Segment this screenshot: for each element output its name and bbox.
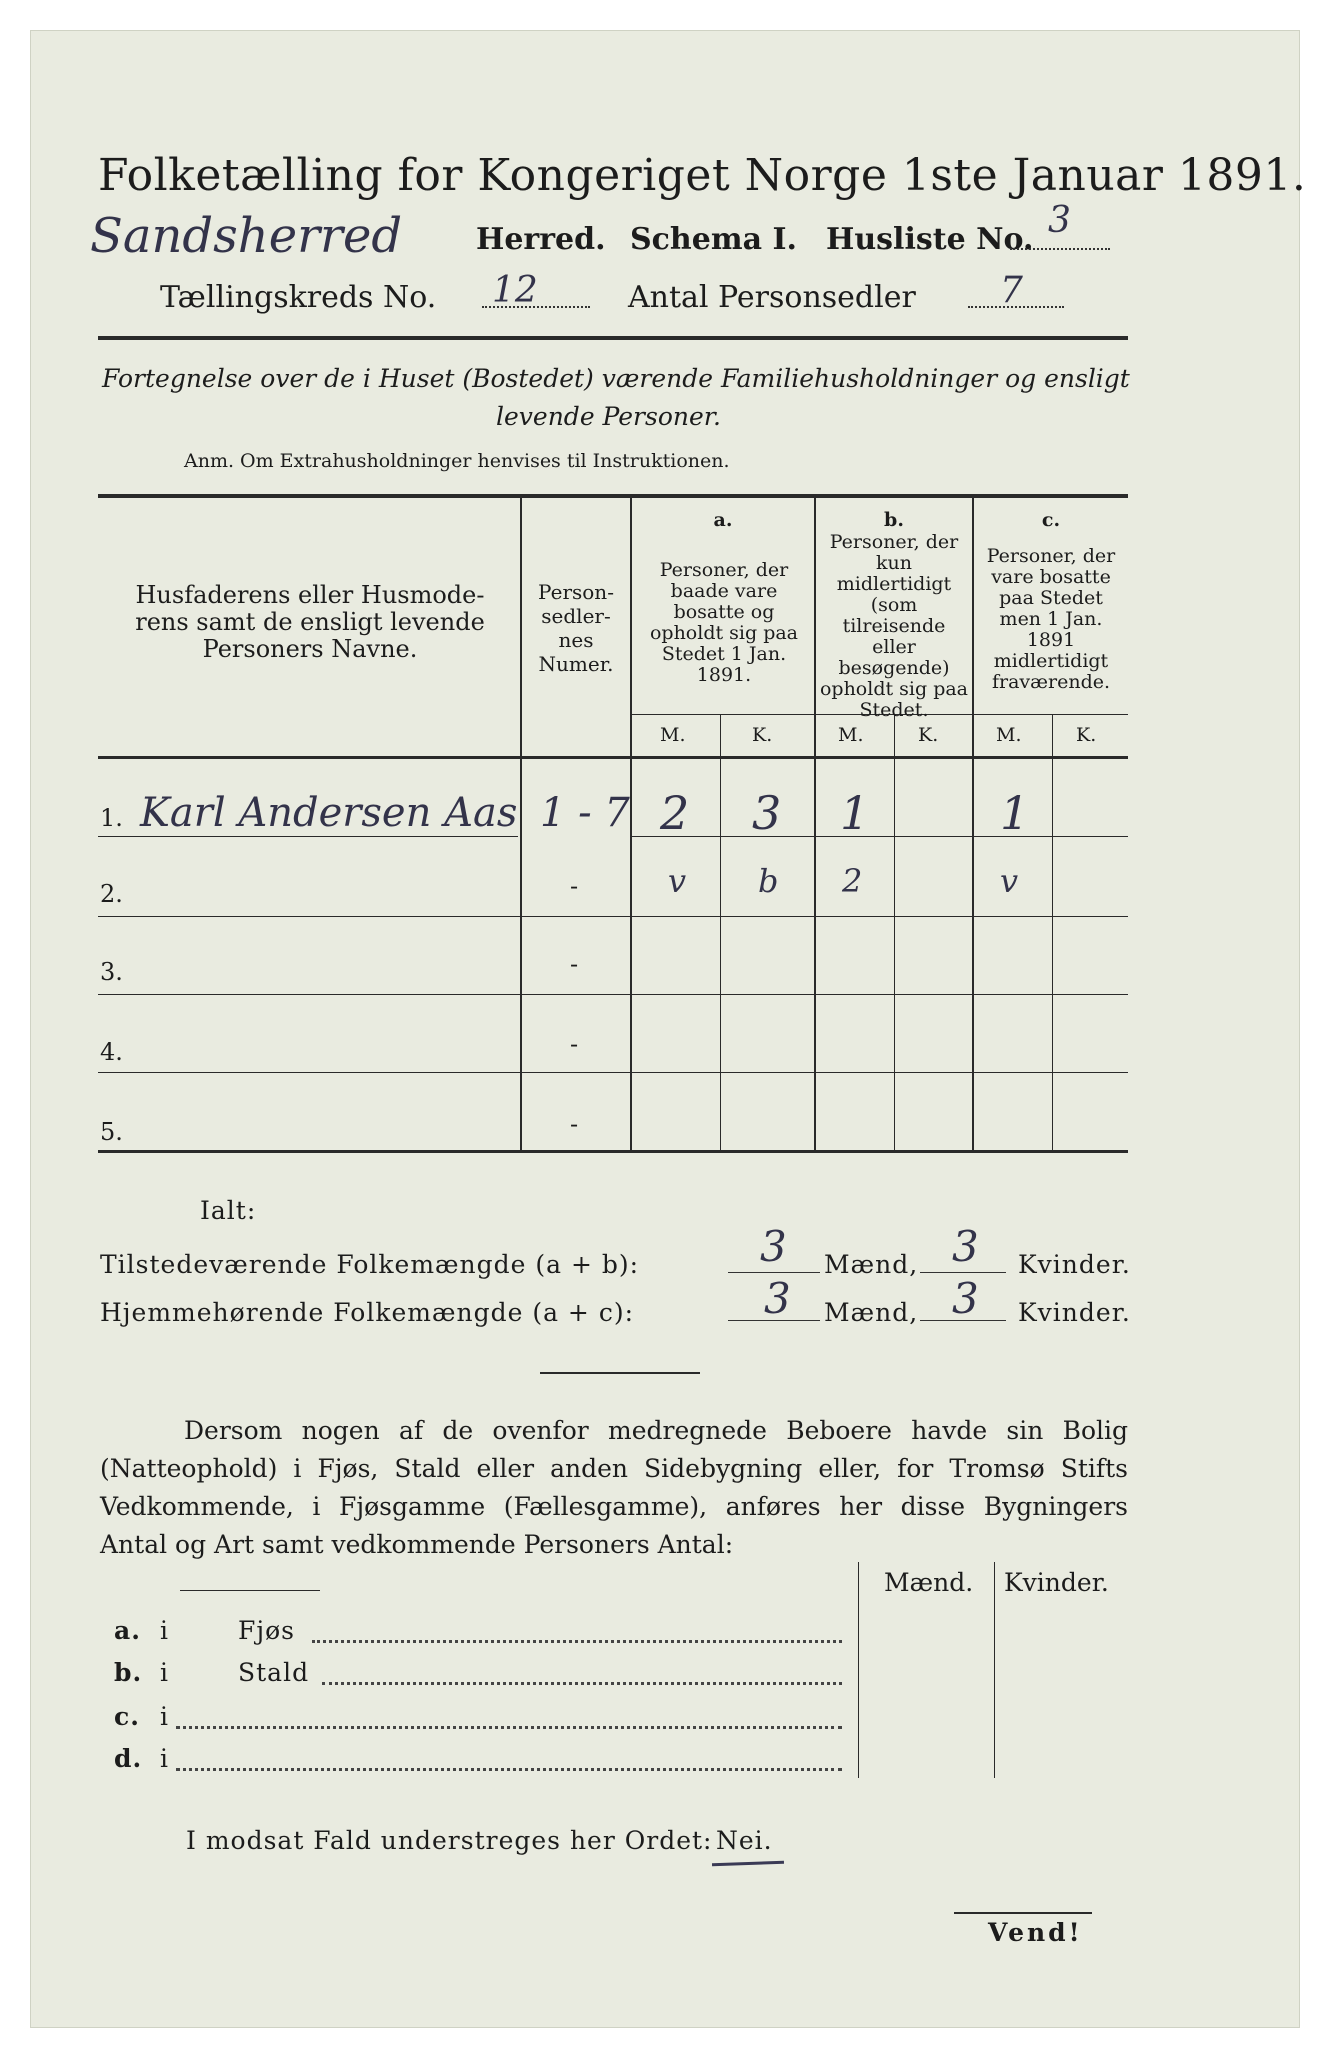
col-header-name-line-1: Husfaderens eller Husmode- <box>135 581 485 609</box>
building-row-b-letter: b. <box>114 1658 143 1687</box>
row-3-personnumber: - <box>570 950 579 978</box>
husliste-handwritten-value: 3 <box>1048 200 1071 241</box>
c-m-header: M. <box>996 724 1022 746</box>
row-3-number: 3. <box>100 958 123 986</box>
row-5-personnumber: - <box>570 1110 579 1138</box>
building-row-c-dots <box>176 1726 842 1729</box>
herred-handwritten-value: Sandsherred <box>90 208 403 264</box>
tilstede-m-value: 3 <box>760 1222 787 1271</box>
col-header-name-line-3: Personers Navne. <box>202 635 418 663</box>
col-divider-a-mk <box>720 714 721 1150</box>
buildings-top-dash <box>180 1590 320 1591</box>
hjemme-k-value: 3 <box>952 1274 979 1323</box>
col-divider-2 <box>630 496 632 1150</box>
row-1-rule-right <box>632 836 1128 837</box>
row-4-number: 4. <box>100 1038 123 1066</box>
row-1-personnumber: 1 - 7 <box>540 790 630 836</box>
building-row-d-letter: d. <box>114 1744 143 1773</box>
ialt-label: Ialt: <box>200 1196 257 1225</box>
tilstede-k-value: 3 <box>952 1222 979 1271</box>
form-title: Folketælling for Kongeriget Norge 1ste Januar 1891. <box>98 150 1307 201</box>
row-4-personnumber: - <box>570 1030 579 1058</box>
intro-line-1: Fortegnelse over de i Huset (Bostedet) værende Familiehusholdninger og ensligt <box>102 364 1130 393</box>
col-header-b-letter: b. <box>884 509 904 531</box>
buildings-col-divider-2 <box>994 1562 995 1778</box>
col-header-c-letter: c. <box>1041 509 1061 531</box>
building-row-c-letter: c. <box>114 1702 140 1731</box>
hjemme-label: Hjemmehørende Folkemængde (a + c): <box>100 1298 634 1327</box>
tilstede-kvinder: Kvinder. <box>1018 1250 1131 1279</box>
nei-word: Nei. <box>716 1826 773 1855</box>
antal-handwritten-value: 7 <box>1000 270 1023 311</box>
col-header-number-line-1: Person- <box>538 580 614 604</box>
building-row-a-letter: a. <box>114 1616 141 1645</box>
col-header-name <box>108 582 512 663</box>
hjemme-m-value: 3 <box>764 1274 791 1323</box>
intro-line-2: levende Personer. <box>496 402 721 431</box>
row-1-b-m: 1 <box>840 786 870 840</box>
row-2-number: 2. <box>100 880 123 908</box>
totals-separator <box>540 1372 700 1374</box>
b-m-header: M. <box>838 724 864 746</box>
nei-text: I modsat Fald understreges her Ordet: <box>186 1826 713 1855</box>
col-header-name-line-2: rens samt de ensligt levende <box>135 608 485 636</box>
building-row-c-i: i <box>160 1702 169 1731</box>
col-header-a-letter: a. <box>713 509 733 531</box>
row-2-rule <box>98 916 1128 917</box>
row-1-rule <box>98 836 518 837</box>
row-4-rule <box>98 1072 1128 1073</box>
col-header-c: Personer, der vare bosatte paa Stedet men 1 Jan. 1891 midlertidigt fraværende. <box>986 545 1116 693</box>
col-header-b: Personer, der kun midlertidigt (som tilreisende eller besøgende) opholdt sig paa Stedet. <box>819 531 969 721</box>
anm-note: Anm. Om Extrahusholdninger henvises til Instruktionen. <box>184 450 730 472</box>
husliste-label: Husliste No. <box>826 222 1034 257</box>
schema-label: Schema I. <box>630 222 797 257</box>
col-divider-4 <box>972 496 974 1150</box>
kreds-label: Tællingskreds No. <box>160 280 437 315</box>
row-1-a-k: 3 <box>752 786 782 840</box>
building-row-a-label: Fjøs <box>238 1616 295 1645</box>
b-k-header: K. <box>918 724 939 746</box>
col-header-number-line-2: sedler- <box>541 604 611 628</box>
hjemme-kvinder: Kvinder. <box>1018 1298 1131 1327</box>
col-divider-3 <box>814 496 816 1150</box>
c-k-header: K. <box>1076 724 1097 746</box>
building-row-d-dots <box>176 1768 842 1771</box>
row-2-a-k: b <box>758 862 779 900</box>
building-row-b-label: Stald <box>238 1658 310 1687</box>
buildings-maend-header: Mænd. <box>884 1568 974 1597</box>
row-1-c-m: 1 <box>1000 786 1030 840</box>
a-k-header: K. <box>752 724 773 746</box>
col-divider-c-mk <box>1052 714 1053 1150</box>
building-row-b-dots <box>322 1682 842 1685</box>
col-divider-b-mk <box>894 714 895 1150</box>
building-row-b-i: i <box>160 1658 169 1687</box>
kreds-handwritten-value: 12 <box>492 270 538 311</box>
col-header-number <box>522 580 630 676</box>
building-row-d-i: i <box>160 1744 169 1773</box>
hjemme-maend: Mænd, <box>824 1298 919 1327</box>
row-5-number: 5. <box>100 1118 123 1146</box>
row-2-c-m: v <box>1000 862 1019 900</box>
tilstede-maend: Mænd, <box>824 1250 919 1279</box>
a-m-header: M. <box>660 724 686 746</box>
building-row-a-dots <box>312 1640 842 1643</box>
header-rule <box>98 336 1128 340</box>
tilstede-label: Tilstedeværende Folkemængde (a + b): <box>100 1250 640 1279</box>
antal-label: Antal Personsedler <box>628 280 916 315</box>
col-header-number-line-3: nes <box>558 628 594 652</box>
vend-label: Vend! <box>988 1918 1083 1947</box>
herred-label: Herred. <box>476 222 606 257</box>
tilstede-k-line <box>920 1272 1006 1273</box>
row-3-rule <box>98 994 1128 995</box>
row-1-a-m: 2 <box>660 786 690 840</box>
tilstede-m-line <box>728 1272 820 1273</box>
row-1-name: Karl Andersen Aas <box>140 790 518 836</box>
building-row-a-i: i <box>160 1616 169 1645</box>
row-1-number: 1. <box>100 804 123 832</box>
buildings-kvinder-header: Kvinder. <box>1004 1568 1109 1597</box>
vend-rule <box>954 1912 1092 1914</box>
row-2-b-m: 2 <box>842 862 863 900</box>
table-bottom-rule <box>98 1150 1128 1153</box>
col-header-number-line-4: Numer. <box>538 652 614 676</box>
buildings-col-divider-1 <box>858 1562 859 1778</box>
row-2-personnumber: - <box>570 872 579 900</box>
husliste-dotted-line <box>1010 248 1110 250</box>
row-2-a-m: v <box>668 862 687 900</box>
buildings-paragraph: Dersom nogen af de ovenfor medregnede Beboere havde sin Bolig (Natteophold) i Fjøs, Stald eller anden Sidebygning eller, for Tromsø Stifts Vedkommende, i Fjøsgamme (Fællesgamme), anføres her disse Bygningers Antal og Art samt vedkommende Personers Antal: <box>100 1416 1128 1559</box>
col-header-a: Personer, der baade vare bosatte og opholdt sig paa Stedet 1 Jan. 1891. <box>649 559 799 686</box>
